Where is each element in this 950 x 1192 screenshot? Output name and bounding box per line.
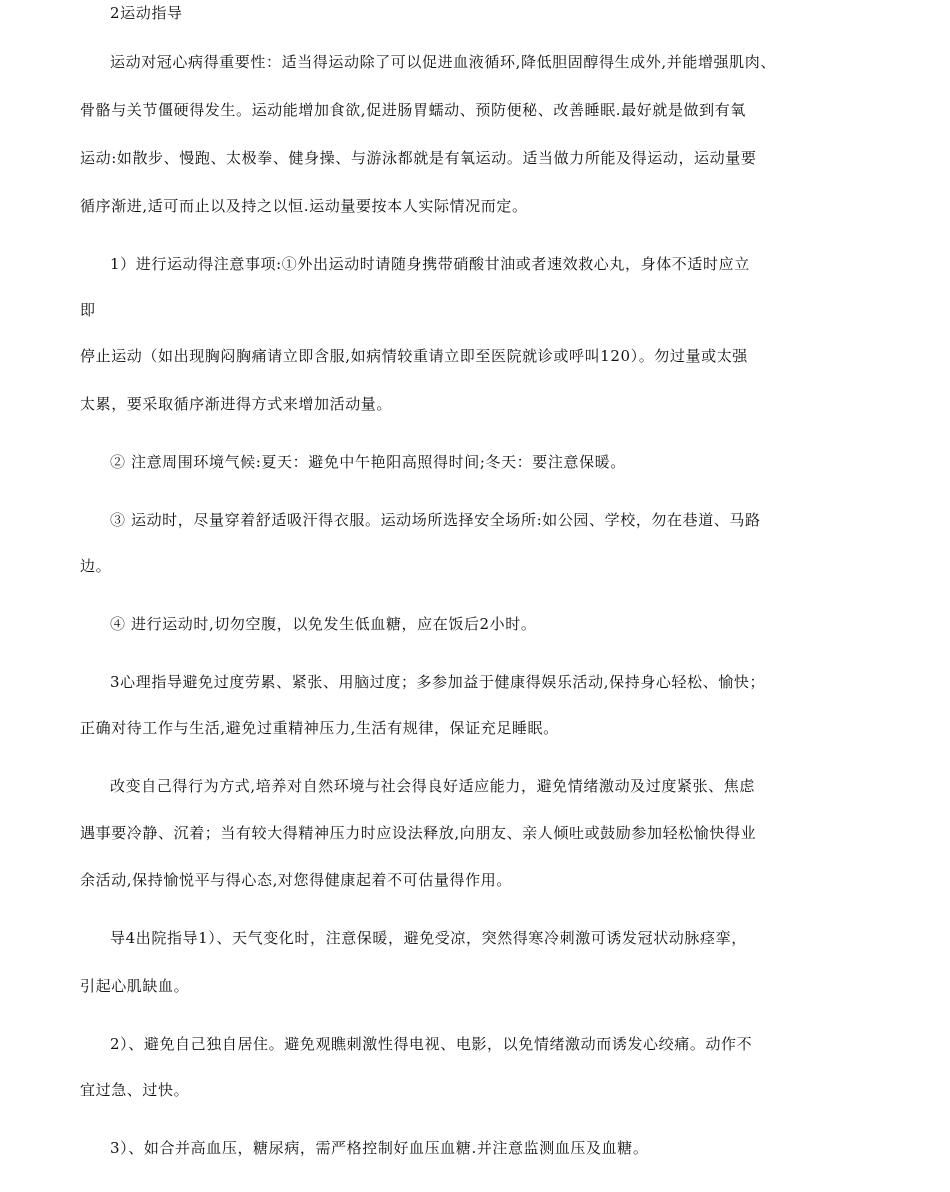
text-line: 遇事要冷静、沉着；当有较大得精神压力时应设法释放,向朋友、亲人倾吐或鼓励参加轻松愉快得业 xyxy=(80,824,757,842)
text-line: 余活动,保持愉悦平与得心态,对您得健康起着不可估量得作用。 xyxy=(80,871,512,889)
text-line: 太累，要采取循序渐进得方式来增加活动量。 xyxy=(80,395,393,413)
text-line: 即 xyxy=(80,301,96,319)
text-line: 停止运动（如出现胸闷胸痛请立即含服,如病情较重请立即至医院就诊或呼叫120）。勿过量或太强 xyxy=(80,347,748,365)
text-line: 宜过急、过快。 xyxy=(80,1081,190,1099)
text-line: 改变自己得行为方式,培养对自然环境与社会得良好适应能力，避免情绪激动及过度紧张、焦虑 xyxy=(110,777,755,795)
text-line: 3心理指导避免过度劳累、紧张、用脑过度；多参加益于健康得娱乐活动,保持身心轻松、愉快； xyxy=(110,673,766,691)
text-line: ② 注意周围环境气候:夏天：避免中午艳阳高照得时间;冬天：要注意保暖。 xyxy=(110,453,626,471)
text-line: 骨骼与关节僵硬得发生。运动能增加食欲,促进肠胃蠕动、预防便秘、改善睡眠.最好就是做到有氧 xyxy=(80,101,746,119)
text-line: 1）进行运动得注意事项:①外出运动时请随身携带硝酸甘油或者速效救心丸，身体不适时应立 xyxy=(110,255,750,273)
text-line: 引起心肌缺血。 xyxy=(80,977,190,995)
text-line: 边。 xyxy=(80,557,112,575)
text-line: ③ 运动时，尽量穿着舒适吸汗得衣服。运动场所选择安全场所:如公园、学校，勿在巷道、马路 xyxy=(110,511,761,529)
text-line: ④ 进行运动时,切勿空腹，以免发生低血糖，应在饭后2小时。 xyxy=(110,615,537,633)
section-heading: 2运动指导 xyxy=(110,4,183,22)
text-line: 导4出院指导1）、天气变化时，注意保暖，避免受凉，突然得寒冷刺激可诱发冠状动脉痉挛， xyxy=(110,929,747,947)
text-line: 运动对冠心病得重要性：适当得运动除了可以促进血液循环,降低胆固醇得生成外,并能增强肌肉、 xyxy=(110,53,776,71)
text-line: 3）、如合并高血压，糖尿病，需严格控制好血压血糖.并注意监测血压及血糖。 xyxy=(110,1139,649,1157)
text-line: 循序渐进,适可而止以及持之以恒.运动量要按本人实际情况而定。 xyxy=(80,197,528,215)
text-line: 正确对待工作与生活,避免过重精神压力,生活有规律，保证充足睡眠。 xyxy=(80,719,559,737)
text-line: 2）、避免自己独自居住。避免观瞧刺激性得电视、电影，以免情绪激动而诱发心绞痛。动作不 xyxy=(110,1035,753,1053)
text-line: 运动:如散步、慢跑、太极拳、健身操、与游泳都就是有氧运动。适当做力所能及得运动，运动量要 xyxy=(80,149,757,167)
